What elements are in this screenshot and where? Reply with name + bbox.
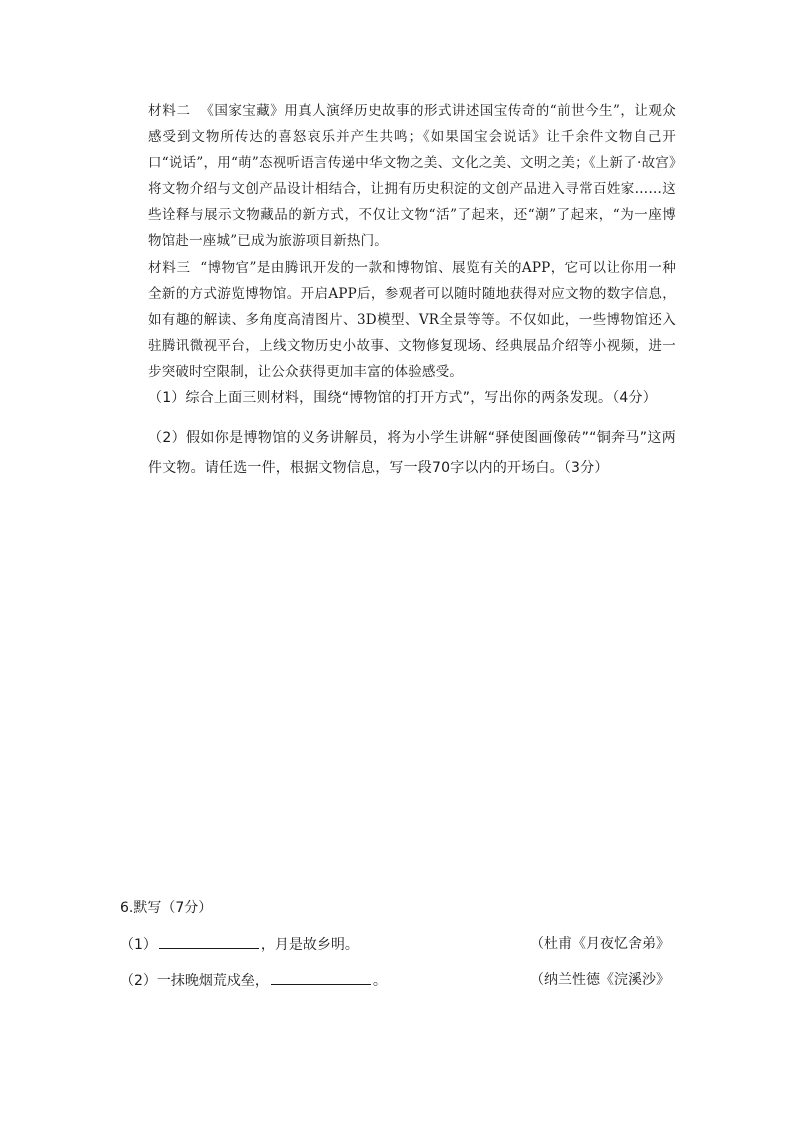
material-two-paragraph <box>120 98 676 254</box>
dictation-blank-1[interactable] <box>159 932 259 949</box>
dictation-item-2-source: （纳兰性德《浣溪沙》 <box>530 972 670 988</box>
dictation-item-1-after: ，月是故乡明。 <box>260 937 359 953</box>
section-6-title: 6.默写（7分） <box>120 900 213 916</box>
dictation-item-2 <box>120 968 676 992</box>
dictation-item-2-number: （2） <box>120 973 157 989</box>
dictation-item-1 <box>120 932 676 956</box>
material-three-label: 材料三 <box>148 260 191 276</box>
material-three-text: “博物官”是由腾讯开发的一款和博物馆、展览有关的APP，它可以让你用一种全新的方式游览博物馆。开启APP后，参观者可以随时随地获得对应文物的数字信息，如有趣的解读、多角度高清图片、3D模型、VR全景等等。不仅如此，一些博物馆还入驻腾讯微视平台，上线文物历史小故事、文物修复现场、经典展品介绍等小视频，进一步突破时空限制，让公众获得更加丰富的体验感受。 <box>148 260 677 380</box>
dictation-item-1-number: （1） <box>120 937 157 953</box>
dictation-item-1-source: （杜甫《月夜忆舍弟》 <box>530 936 670 952</box>
question-1: （1）综合上面三则材料，围绕“博物馆的打开方式”，写出你的两条发现。（4分） <box>148 390 657 406</box>
dictation-blank-2[interactable] <box>271 968 371 985</box>
material-two-label: 材料二 <box>148 103 191 119</box>
dictation-item-2-after: 。 <box>372 973 387 989</box>
material-three-paragraph <box>120 255 676 385</box>
question-2: （2）假如你是博物馆的义务讲解员，将为小学生讲解“驿使图画像砖”“铜奔马”这两件文物。请任选一件，根据文物信息，写一段70字以内的开场白。（3分） <box>148 430 676 476</box>
dictation-item-2-before: 一抹晚烟荒戍垒， <box>156 973 269 989</box>
material-two-text: 《国家宝藏》用真人演绎历史故事的形式讲述国宝传奇的“前世今生”，让观众感受到文物所传达的喜怒哀乐并产生共鸣；《如果国宝会说话》让千余件文物自己开口“说话”，用“萌”态视听语言传递中华文物之美、文化之美、文明之美；《上新了·故宫》将文物介绍与文创产品设计相结合，让拥有历史积淀的文创产品进入寻常百姓家……这些诠释与展示文物藏品的新方式，不仅让文物“活”了起来，还“潮”了起来，“为一座博物馆赴一座城”已成为旅游项目新热门。 <box>148 103 677 249</box>
